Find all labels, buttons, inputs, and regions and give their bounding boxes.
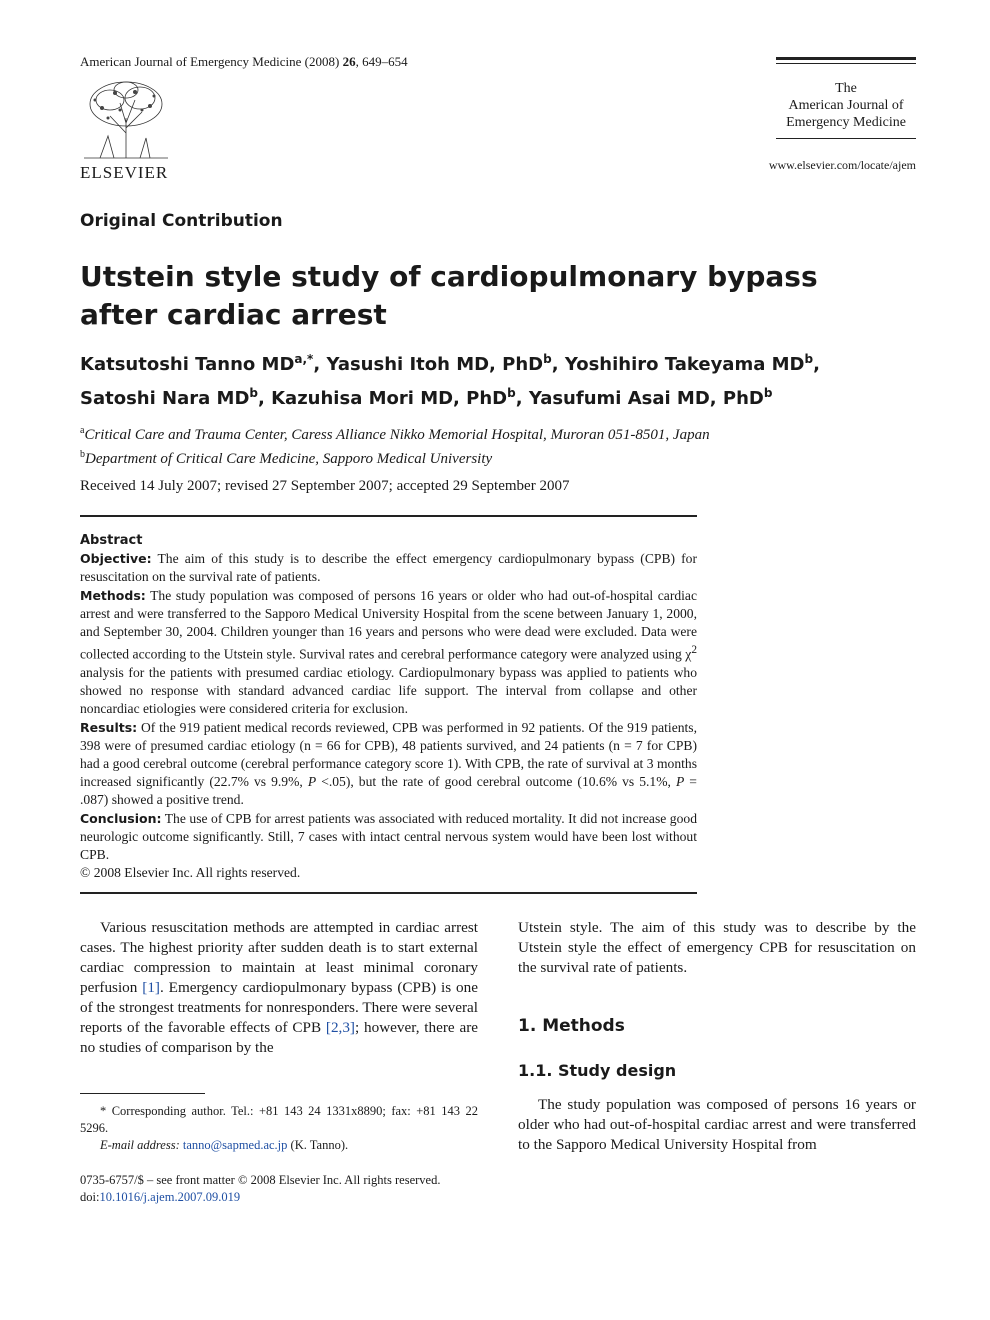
abstract-label: Objective: bbox=[80, 551, 152, 567]
publisher-logo-text: ELSEVIER bbox=[80, 163, 169, 182]
author-affil-sup[interactable]: b bbox=[507, 386, 516, 400]
p-value-symbol: P bbox=[675, 774, 685, 790]
author-name[interactable]: Yasufumi Asai MD, PhD bbox=[528, 388, 764, 409]
doi-link[interactable]: 10.1016/j.ajem.2007.09.019 bbox=[99, 1190, 241, 1204]
body-text: ; however, there are no studies of comparison by the bbox=[80, 1019, 478, 1056]
footnote-rule bbox=[80, 1093, 205, 1094]
body-text: Various resuscitation methods are attempted in cardiac arrest cases. The highest priority after sudden death is to start external cardiac compression to maintain at least minimal coronary perfusion bbox=[80, 919, 478, 996]
author-affil-sup[interactable]: b bbox=[543, 352, 552, 366]
front-matter bbox=[80, 1172, 478, 1206]
abstract-text: Of the 919 patient medical records reviewed, CPB was performed in 92 patients. Of the 919 patients, 398 were of presumed cardiac etiology (n = 66 for CPB), 48 patients survived, and 24 patients (n = 7 for CPB) had a good cerebral outcome (cerebral performance category score 1). With CPB, the rate of survival at 3 months increased significantly (22.7% vs 9.9%, bbox=[80, 719, 697, 790]
abstract-text: <.05), but the rate of good cerebral outcome (10.6% vs 5.1%, bbox=[316, 774, 676, 790]
author-name[interactable]: Katsutoshi Tanno MD bbox=[80, 354, 295, 375]
journal-url[interactable]: www.elsevier.com/locate/ajem bbox=[768, 158, 916, 172]
abstract bbox=[80, 531, 697, 882]
affiliation-text: Department of Critical Care Medicine, Sapporo Medical University bbox=[85, 451, 493, 467]
author-affil-sup[interactable]: b bbox=[763, 386, 773, 400]
author-name[interactable]: Yoshihiro Takeyama MD bbox=[564, 354, 805, 375]
abstract-copyright: © 2008 Elsevier Inc. All rights reserved. bbox=[80, 865, 301, 881]
footnote-text: (K. Tanno). bbox=[287, 1138, 349, 1152]
title-line: Utstein style study of cardiopulmonary bypass bbox=[80, 260, 818, 293]
email-note bbox=[80, 1137, 478, 1154]
intro-continuation: Utstein style. The aim of this study was to describe by the Utstein style the effect of emergency CPB for resuscitation on the survival rate of patients. bbox=[518, 919, 916, 976]
study-design-text bbox=[518, 1095, 916, 1155]
footnotes bbox=[80, 1103, 478, 1154]
abstract-text: The aim of this study is to describe the effect emergency cardiopulmonary bypass (CPB) for resuscitation on the survival rate of patients. bbox=[80, 551, 697, 585]
journal-box-line: Emergency Medicine bbox=[786, 115, 906, 130]
email-link[interactable]: tanno@sapmed.ac.jp bbox=[182, 1138, 288, 1152]
intro-paragraph bbox=[80, 918, 478, 1058]
journal-citation bbox=[80, 54, 408, 70]
affiliation-sup: a bbox=[80, 425, 85, 436]
abstract-conclusion bbox=[80, 810, 697, 865]
author-affil-sup[interactable]: b bbox=[249, 386, 258, 400]
abstract-heading: Abstract bbox=[80, 533, 143, 548]
affiliation-item bbox=[80, 421, 910, 445]
journal-box-line: American Journal of bbox=[788, 98, 904, 113]
journal-name: American Journal of Emergency Medicine (2008) bbox=[80, 54, 340, 69]
abstract-rule-bottom bbox=[80, 892, 697, 894]
corresponding-author-note bbox=[80, 1103, 478, 1137]
journal-box-rule-top bbox=[776, 57, 916, 60]
abstract-objective bbox=[80, 550, 697, 586]
body-text: . Emergency cardiopulmonary bypass (CPB) is one of the strongest treatments for nonresponders. There were several reports of the favorable effects of CPB bbox=[80, 979, 478, 1036]
email-label: E-mail address: bbox=[100, 1138, 180, 1152]
footnote-marker: * bbox=[100, 1104, 107, 1118]
journal-box-line: The bbox=[835, 81, 857, 96]
doi-label: doi: bbox=[80, 1190, 100, 1204]
title-line: after cardiac arrest bbox=[80, 298, 387, 331]
journal-box-rule-top-thin bbox=[776, 63, 916, 64]
author-name[interactable]: Satoshi Nara MD bbox=[80, 388, 250, 409]
affiliation-sup: b bbox=[80, 449, 85, 460]
article-type: Original Contribution bbox=[80, 211, 283, 231]
abstract-text: analysis for the patients with presumed cardiac etiology. Cardiopulmonary bypass was applied to patients who showed no response with standard advanced cardiac life support. The interval from collapse and other noncardiac etiologies were considered criteria for exclusion. bbox=[80, 664, 697, 717]
abstract-label: Methods: bbox=[80, 587, 146, 603]
affiliation-item bbox=[80, 445, 910, 469]
issn-line: 0735-6757/$ – see front matter © 2008 Elsevier Inc. All rights reserved. bbox=[80, 1173, 441, 1187]
abstract-rule-top bbox=[80, 515, 697, 517]
author-name[interactable]: Yasushi Itoh MD, PhD bbox=[326, 354, 544, 375]
body-text: The study population was composed of persons 16 years or older who had out-of-hospital cardiac arrest and were transferred to the Sapporo Medical University Hospital from bbox=[518, 1096, 916, 1153]
article-dates: Received 14 July 2007; revised 27 September 2007; accepted 29 September 2007 bbox=[80, 478, 570, 494]
subsection-heading-study-design: 1.1. Study design bbox=[518, 1061, 677, 1080]
journal-volume: 26 bbox=[342, 54, 356, 69]
elsevier-tree-logo bbox=[80, 78, 172, 160]
abstract-text: The use of CPB for arrest patients was associated with reduced mortality. It did not increase good neurologic outcome significantly. Still, 7 cases with intact central nervous system would have been lost without CPB. bbox=[80, 810, 697, 862]
abstract-label: Conclusion: bbox=[80, 810, 162, 826]
journal-box-rule-bottom bbox=[776, 138, 916, 139]
journal-pages: , 649–654 bbox=[355, 54, 408, 69]
abstract-results bbox=[80, 719, 697, 810]
author-affil-sup[interactable]: a,* bbox=[294, 352, 314, 366]
abstract-text: = .087) showed a positive trend. bbox=[80, 774, 697, 808]
affiliation-text: Critical Care and Trauma Center, Caress Alliance Nikko Memorial Hospital, Muroran 051-8501, Japan bbox=[84, 427, 710, 443]
citation-link[interactable]: [1] bbox=[142, 979, 160, 996]
author-list: Katsutoshi Tanno $MD^{a,*}$, Yasushi Itoh MD, PhD$^b$, Yoshihiro Takeyama $MD^b$, Satoshi Nara $MD^b$, Kazuhisa Mori MD, PhD$^b$, Yasufumi Asai MD, PhD$^b$ bbox=[80, 352, 820, 409]
doi-line bbox=[80, 1189, 478, 1206]
section-heading-methods: 1. Methods bbox=[518, 1016, 625, 1036]
body-right-column bbox=[518, 918, 916, 978]
citation-link[interactable]: [2,3] bbox=[325, 1019, 355, 1036]
body-left-column bbox=[80, 918, 478, 1058]
footnote-text: Corresponding author. Tel.: +81 143 24 1331x8890; fax: +81 143 22 5296. bbox=[80, 1104, 478, 1135]
chi-symbol: χ bbox=[685, 646, 692, 662]
author-name[interactable]: Kazuhisa Mori MD, PhD bbox=[271, 388, 508, 409]
author-affil-sup[interactable]: b bbox=[804, 352, 814, 366]
p-value-symbol: P bbox=[307, 774, 317, 790]
abstract-text: The study population was composed of persons 16 years or older who had out-of-hospital cardiac arrest and were transferred to the Sapporo Medical University Hospital from the scene between January 1, 2000, and September 30, 2004. Children younger than 16 years and persons who were dead were excluded. Data were collected according to the Utstein style. Survival rates and cerebral performance category were analyzed using bbox=[80, 587, 697, 662]
abstract-label: Results: bbox=[80, 719, 138, 735]
affiliations bbox=[80, 421, 910, 469]
journal-box-title bbox=[776, 80, 916, 131]
article-title bbox=[80, 258, 880, 334]
abstract-methods bbox=[80, 587, 697, 719]
chi-superscript: 2 bbox=[691, 644, 697, 657]
